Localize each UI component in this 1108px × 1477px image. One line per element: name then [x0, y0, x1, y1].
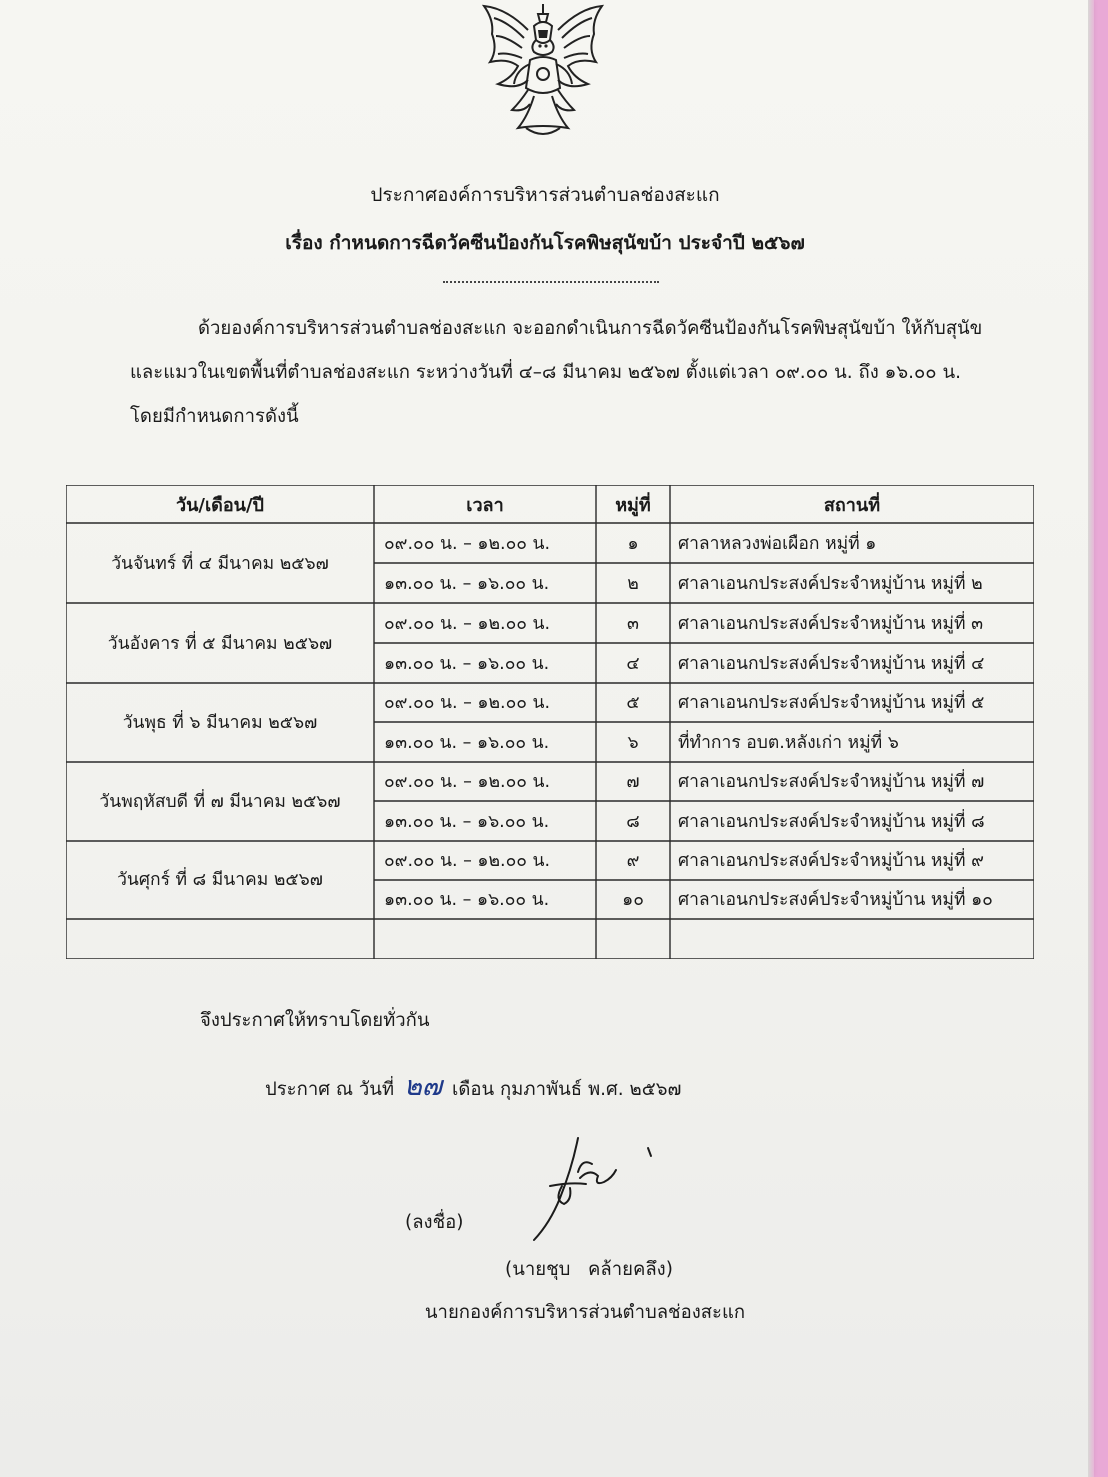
slot-moo: ๓ [627, 614, 639, 634]
day-date: วันพฤหัสบดี ที่ ๗ มีนาคม ๒๕๖๗ [99, 792, 341, 812]
slot-time: ๐๙.๐๐ น. – ๑๒.๐๐ น. [384, 614, 551, 634]
day-date: วันจันทร์ ที่ ๔ มีนาคม ๒๕๖๗ [111, 554, 329, 574]
signer-name: (นายชุบ คล้ายคลึง) [505, 1259, 673, 1280]
header-date: วัน/เดือน/ปี [176, 495, 264, 516]
day-date: วันพุธ ที่ ๖ มีนาคม ๒๕๖๗ [122, 713, 318, 733]
handwritten-day: ๒๗ [404, 1071, 443, 1102]
body-paragraph-line-1: ด้วยองค์การบริหารส่วนตำบลช่องสะแก จะออกดำเนินการฉีดวัคซีนป้องกันโรคพิษสุนัขบ้า ให้กับสุนัข [198, 318, 983, 339]
day-date: วันอังคาร ที่ ๕ มีนาคม ๒๕๖๗ [107, 634, 333, 654]
announcement-subject: เรื่อง กำหนดการฉีดวัคซีนป้องกันโรคพิษสุนัขบ้า ประจำปี ๒๕๖๗ [285, 232, 805, 254]
slot-place: ศาลาเอนกประสงค์ประจำหมู่บ้าน หมู่ที่ ๑๐ [678, 890, 993, 910]
date-prefix: ประกาศ ณ วันที่ [265, 1079, 395, 1100]
slot-time: ๑๓.๐๐ น. – ๑๖.๐๐ น. [384, 890, 550, 910]
date-suffix: เดือน กุมภาพันธ์ พ.ศ. ๒๕๖๗ [452, 1079, 682, 1100]
header-moo: หมู่ที่ [615, 495, 651, 516]
slot-time: ๐๙.๐๐ น. – ๑๒.๐๐ น. [384, 693, 551, 713]
slot-time: ๐๙.๐๐ น. – ๑๒.๐๐ น. [384, 772, 551, 792]
closing-statement: จึงประกาศให้ทราบโดยทั่วกัน [200, 1010, 430, 1031]
vaccination-schedule-table [66, 485, 1034, 959]
slot-moo: ๙ [626, 851, 640, 871]
slot-place: ศาลาเอนกประสงค์ประจำหมู่บ้าน หมู่ที่ ๒ [678, 574, 983, 594]
body-paragraph-line-2: และแมวในเขตพื้นที่ตำบลช่องสะแก ระหว่างวันที่ ๔–๘ มีนาคม ๒๕๖๗ ตั้งแต่เวลา ๐๙.๐๐ น. ถึง ๑๖.๐๐ น. [130, 362, 961, 383]
slot-time: ๑๓.๐๐ น. – ๑๖.๐๐ น. [384, 574, 550, 594]
slot-place: ศาลาเอนกประสงค์ประจำหมู่บ้าน หมู่ที่ ๔ [678, 654, 985, 674]
slot-moo: ๘ [626, 812, 640, 832]
announcement-title: ประกาศองค์การบริหารส่วนตำบลช่องสะแก [370, 184, 720, 206]
body-paragraph-line-3: โดยมีกำหนดการดังนี้ [130, 406, 299, 427]
slot-place: ศาลาเอนกประสงค์ประจำหมู่บ้าน หมู่ที่ ๗ [678, 772, 985, 792]
day-date: วันศุกร์ ที่ ๘ มีนาคม ๒๕๖๗ [117, 870, 323, 890]
signer-position: นายกองค์การบริหารส่วนตำบลช่องสะแก [424, 1302, 746, 1323]
slot-moo: ๖ [627, 733, 639, 753]
slot-time: ๑๓.๐๐ น. – ๑๖.๐๐ น. [384, 812, 550, 832]
slot-place: ที่ทำการ อบต.หลังเก่า หมู่ที่ ๖ [678, 733, 899, 753]
slot-moo: ๔ [626, 654, 640, 674]
slot-place: ศาลาหลวงพ่อเผือก หมู่ที่ ๑ [678, 534, 877, 554]
slot-moo: ๑ [627, 534, 639, 554]
slot-place: ศาลาเอนกประสงค์ประจำหมู่บ้าน หมู่ที่ ๕ [678, 693, 985, 713]
slot-time: ๑๓.๐๐ น. – ๑๖.๐๐ น. [384, 654, 550, 674]
slot-time: ๑๓.๐๐ น. – ๑๖.๐๐ น. [384, 733, 550, 753]
header-time: เวลา [466, 495, 504, 516]
slot-moo: ๕ [626, 693, 640, 713]
signature-label: (ลงชื่อ) [405, 1212, 464, 1233]
header-place: สถานที่ [823, 495, 881, 516]
slot-moo: ๒ [627, 574, 639, 594]
announcement-date [265, 1064, 681, 1107]
garuda-emblem-icon [468, 0, 618, 150]
slot-place: ศาลาเอนกประสงค์ประจำหมู่บ้าน หมู่ที่ ๓ [678, 614, 984, 634]
paper-edge [1088, 0, 1094, 1477]
handwritten-signature [520, 1128, 670, 1248]
slot-time: ๐๙.๐๐ น. – ๑๒.๐๐ น. [384, 534, 551, 554]
slot-moo: ๗ [626, 772, 640, 792]
slot-place: ศาลาเอนกประสงค์ประจำหมู่บ้าน หมู่ที่ ๙ [678, 851, 984, 871]
slot-time: ๐๙.๐๐ น. – ๑๒.๐๐ น. [384, 851, 551, 871]
slot-moo: ๑๐ [622, 890, 644, 910]
title-separator [443, 281, 659, 283]
slot-place: ศาลาเอนกประสงค์ประจำหมู่บ้าน หมู่ที่ ๘ [678, 812, 985, 832]
